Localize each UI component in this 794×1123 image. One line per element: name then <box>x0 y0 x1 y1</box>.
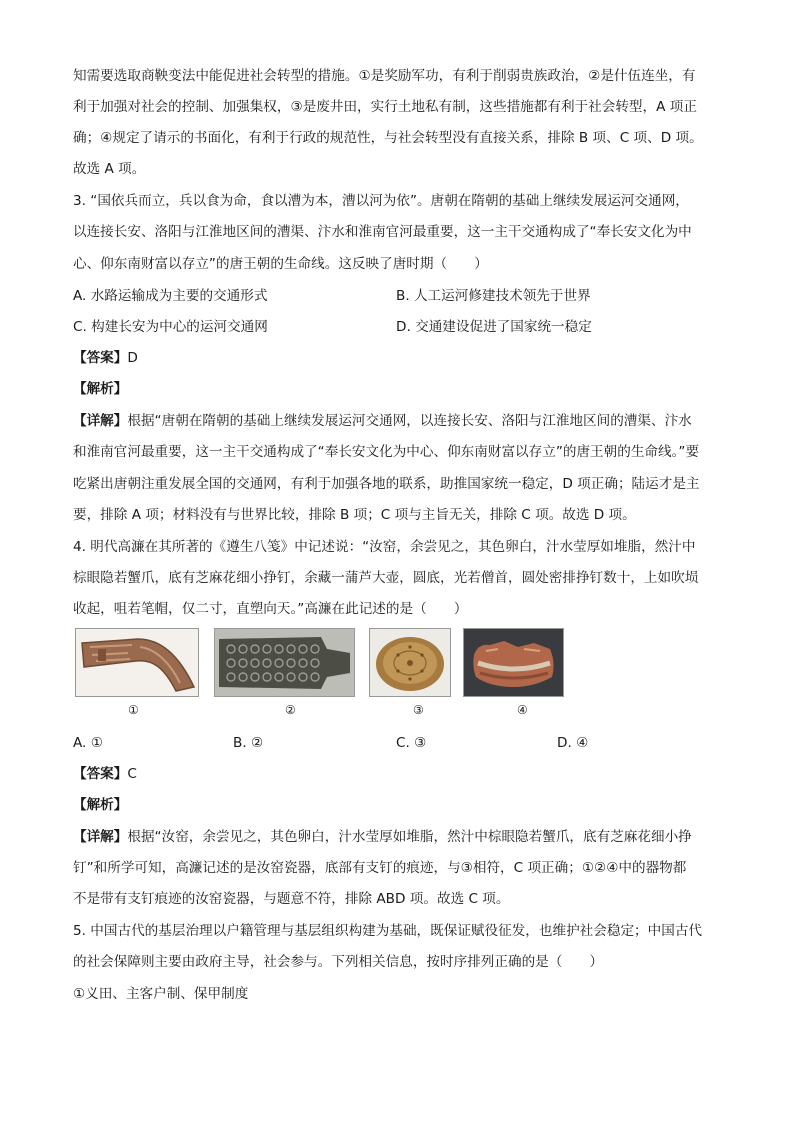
q5-stem-line: 的社会保障则主要由政府主导，社会参与。下列相关信息，按时序排列正确的是（ ） <box>73 954 604 970</box>
q4-stem-line: 棕眼隐若蟹爪，底有芝麻花细小挣钉，余藏一蒲芦大壶，圆底，光若僧首，圆处密排挣钉数十，上如吹埙 <box>73 570 699 586</box>
artifact-image-4 <box>463 628 564 697</box>
q2-analysis-line: 确；④规定了请示的书面化，有利于行政的规范性，与社会转型没有直接关系，排除 B 项、C 项、D 项。 <box>73 130 703 146</box>
artifact-image-3 <box>369 628 451 697</box>
q2-analysis-line: 利于加强对社会的控制、加强集权，③是废井田，实行土地私有制，这些措施都有利于社会转型，A 项正 <box>73 99 697 115</box>
answer-label: 【答案】 <box>73 350 128 366</box>
image-label-2: ② <box>285 703 296 717</box>
q3-analysis-label: 【解析】 <box>73 381 128 397</box>
q4-detail-line: 不是带有支钉痕迹的汝窑瓷器，与题意不符，排除 ABD 项。故选 C 项。 <box>73 891 510 907</box>
q3-detail-line: 要，排除 A 项；材料没有与世界比较，排除 B 项；C 项与主旨无关，排除 C 项。故选 D 项。 <box>73 507 636 523</box>
q3-option-d: D. 交通建设促进了国家统一稳定 <box>396 319 592 335</box>
q4-detail-line <box>73 827 721 847</box>
q3-option-a: A. 水路运输成为主要的交通形式 <box>73 288 268 304</box>
answer-value: D <box>127 350 138 366</box>
q4-detail-line: 钉”和所学可知，高濂记述的是汝窑瓷器，底部有支钉的痕迹，与③相符，C 项正确；①②④中的器物都 <box>73 860 687 876</box>
artifact-image-2 <box>214 628 355 697</box>
detail-text: 根据“汝窑，余尝见之，其色卵白，汁水莹厚如堆脂，然汁中棕眼隐若蟹爪，底有芝麻花细小挣 <box>127 829 692 845</box>
q4-option-a: A. ① <box>73 735 103 751</box>
q3-detail-line <box>73 411 721 431</box>
detail-label: 【详解】 <box>73 413 128 429</box>
q3-option-c: C. 构建长安为中心的运河交通网 <box>73 319 268 335</box>
q2-analysis-line: 知需要选取商鞅变法中能促进社会转型的措施。①是奖励军功，有利于削弱贵族政治，②是什伍连坐，有 <box>73 68 696 84</box>
image-label-4: ④ <box>517 703 528 717</box>
q4-option-d: D. ④ <box>557 735 589 751</box>
detail-label: 【详解】 <box>73 829 128 845</box>
q3-detail-line: 和淮南官河最重要，这一主干交通构成了“奉长安文化为中心、仰东南财富以存立”的唐王朝的生命线。”要 <box>73 444 700 460</box>
q4-option-c: C. ③ <box>396 735 427 751</box>
q3-stem-line: 心、仰东南财富以存立”的唐王朝的生命线。这反映了唐时期（ ） <box>73 256 488 272</box>
q4-answer <box>73 764 137 784</box>
q4-option-b: B. ② <box>233 735 264 751</box>
q3-stem-line: 以连接长安、洛阳与江淮地区间的漕渠、汴水和淮南官河最重要，这一主干交通构成了“奉长安文化为中 <box>73 224 692 240</box>
q2-analysis-line: 故选 A 项。 <box>73 161 146 177</box>
artifact-image-1 <box>75 628 199 697</box>
q4-stem-line: 4. 明代高濂在其所著的《遵生八笺》中记述说：“汝窑，余尝见之，其色卵白，汁水莹厚如堆脂，然汁中 <box>73 539 696 555</box>
q3-option-b: B. 人工运河修建技术领先于世界 <box>396 288 591 304</box>
q5-stem-line: ①义田、主客户制、保甲制度 <box>73 986 249 1002</box>
q4-analysis-label: 【解析】 <box>73 797 128 813</box>
image-label-1: ① <box>128 703 139 717</box>
image-label-3: ③ <box>413 703 424 717</box>
q4-stem-line: 收起，咀若笔帽，仅二寸，直塑向天。”高濂在此记述的是（ ） <box>73 601 468 617</box>
q3-stem-line: 3. “国依兵而立，兵以食为命，食以漕为本，漕以河为依”。唐朝在隋朝的基础上继续发展运河交通网， <box>73 193 689 209</box>
q5-stem-line: 5. 中国古代的基层治理以户籍管理与基层组织构建为基础，既保证赋役征发，也维护社会稳定；中国古代 <box>73 923 703 939</box>
q3-answer <box>73 348 138 368</box>
answer-label: 【答案】 <box>73 766 128 782</box>
answer-value: C <box>127 766 137 782</box>
detail-text: 根据“唐朝在隋朝的基础上继续发展运河交通网，以连接长安、洛阳与江淮地区间的漕渠、汴水 <box>127 413 692 429</box>
q3-detail-line: 吃紧出唐朝注重发展全国的交通网，有利于加强各地的联系，助推国家统一稳定，D 项正确；陆运才是主 <box>73 476 700 492</box>
